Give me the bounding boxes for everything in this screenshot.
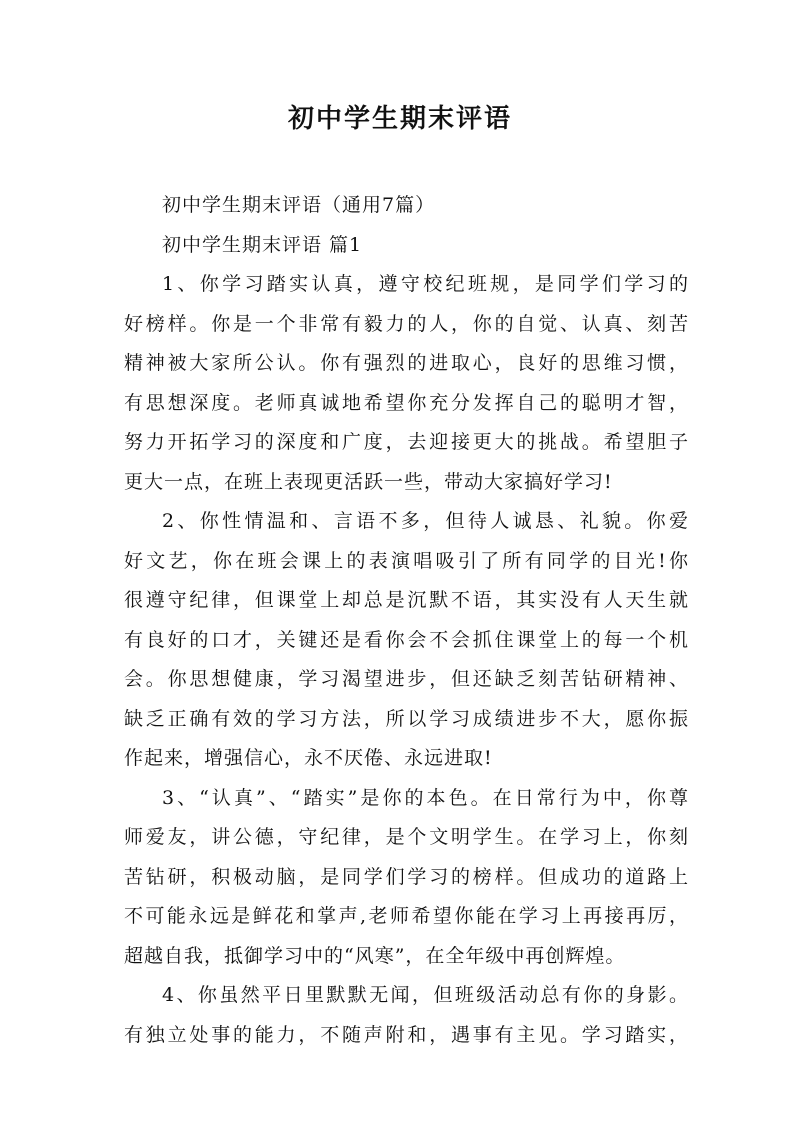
paragraph-3-line: 超越自我，抵御学习中的“风寒”，在全年级中再创辉煌。 (124, 944, 626, 967)
paragraph-4-line: 4、你虽然平日里默默无闻，但班级活动总有你的身影。 (162, 984, 689, 1006)
paragraph-2-line: 作起来，增强信心，永不厌倦、永远进取! (124, 747, 493, 769)
paragraph-3-line: 3、“认真”、“踏实”是你的本色。在日常行为中，你尊 (162, 786, 689, 809)
paragraph-2-line: 缺乏正确有效的学习方法，所以学习成绩进步不大，愿你振 (124, 707, 689, 730)
paragraph-1-line: 有思想深度。老师真诚地希望你充分发挥自己的聪明才智， (124, 391, 689, 414)
paragraph-3-line: 师爱友，讲公德，守纪律，是个文明学生。在学习上，你刻 (124, 826, 689, 848)
paragraph-1-line: 努力开拓学习的深度和广度，去迎接更大的挑战。希望胆子 (124, 431, 689, 453)
paragraph-2-line: 好文艺，你在班会课上的表演唱吸引了所有同学的目光!你 (124, 549, 689, 572)
paragraph-3-line: 苦钻研，积极动脑，是同学们学习的榜样。但成功的道路上 (124, 865, 689, 888)
paragraph-1-line: 1、你学习踏实认真，遵守校纪班规，是同学们学习的 (162, 273, 689, 295)
paragraph-2-line: 会。你思想健康，学习渴望进步，但还缺乏刻苦钻研精神、 (124, 668, 689, 690)
paragraph-2-line: 2、你性情温和、言语不多，但待人诚恳、礼貌。你爱 (162, 510, 689, 532)
section-heading: 初中学生期末评语 篇1 (162, 233, 363, 256)
document-body (124, 186, 689, 1055)
paragraph-2-line: 很遵守纪律，但课堂上却总是沉默不语，其实没有人天生就 (124, 589, 689, 611)
document-title: 初中学生期末评语 (287, 104, 512, 134)
document-subtitle: 初中学生期末评语（通用7篇） (162, 194, 436, 216)
paragraph-3-line: 不可能永远是鲜花和掌声,老师希望你能在学习上再接再厉， (124, 905, 689, 927)
paragraph-1-line: 好榜样。你是一个非常有毅力的人，你的自觉、认真、刻苦 (124, 312, 689, 335)
paragraph-1-line: 更大一点，在班上表现更活跃一些，带动大家搞好学习! (124, 470, 613, 493)
paragraph-2-line: 有良好的口才，关键还是看你会不会抓住课堂上的每一个机 (124, 628, 689, 651)
paragraph-1-line: 精神被大家所公认。你有强烈的进取心，良好的思维习惯， (124, 352, 689, 374)
paragraph-4-line: 有独立处事的能力，不随声附和，遇事有主见。学习踏实， (124, 1023, 689, 1046)
